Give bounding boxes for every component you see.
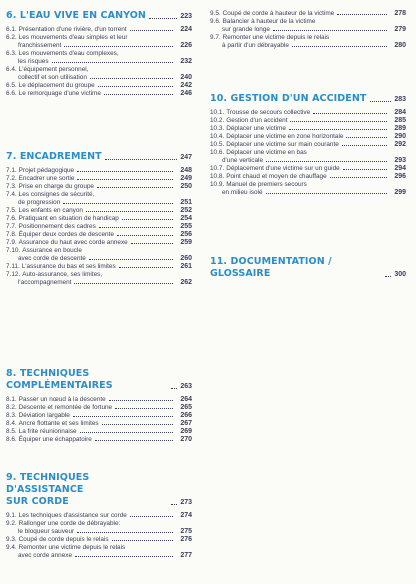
toc-entry-page: 240 [180,73,192,81]
leader-dots [289,129,387,130]
section-title-line: 9. TECHNIQUES D'ASSISTANCE [6,472,90,495]
section-title: 7. ENCADREMENT [6,151,102,162]
toc-entry-line [6,42,192,50]
toc-entry-text: Équiper deux cordes de descente [18,231,114,238]
toc-section-10 [210,93,406,197]
toc-entry-page: 252 [180,206,192,214]
toc-entry-line [6,167,192,175]
leader-dots [97,187,173,188]
toc-entry-page: 290 [394,133,406,140]
toc-entry-page: 294 [394,164,406,172]
leader-dots [52,62,173,63]
toc-entry-line [6,512,192,520]
toc-entry-page: 267 [180,420,192,427]
toc-entry-number: 10.2. [210,117,225,125]
toc-entry-text: Les mouvements d'eau simples et leur [18,34,128,41]
toc-entry[interactable] [6,167,192,175]
leader-dots [77,532,173,533]
toc-entry[interactable] [6,428,192,436]
toc-entry-line [6,26,192,34]
toc-entry-number: 7.1. [6,167,17,175]
toc-entry-number: 8.6. [6,436,17,444]
toc-entry-text: Gestion d'un accident [226,117,288,125]
toc-entry-line [6,263,192,271]
toc-entry-text: Le déplacement du groupe [18,81,95,89]
section-title: 11. DOCUMENTATION / GLOSSAIRE [210,256,332,279]
toc-entry-number: 7.11. [6,262,20,270]
toc-entry[interactable] [6,436,192,444]
toc-entry-page: 296 [394,172,406,180]
section-heading[interactable] [6,472,192,508]
toc-entry-line [210,26,406,34]
leader-dots [337,14,387,15]
toc-entry-text: Encadrer une sortie [18,175,75,183]
toc-entry-number: 7.3. [6,183,17,191]
toc-entry-page: 292 [394,141,406,148]
toc-entry-line [210,117,406,125]
toc-entry-text: Point chaud et moyen de chauffage [226,173,327,180]
leader-dots [89,259,173,260]
leader-dots [370,101,392,102]
toc-entry-line [6,520,192,528]
leader-dots [171,504,177,505]
toc-entry-text: Auto-assurance, ses limites, [22,270,103,278]
toc-entry[interactable] [6,90,192,98]
toc-entry-number: 6.1. [6,26,17,34]
toc-entry-number: 7.10. [6,246,21,254]
toc-entry-page: 289 [394,125,406,132]
toc-entry-number: 8.2. [6,404,17,412]
section-heading[interactable] [210,93,406,105]
toc-entry-line [6,255,192,263]
toc-entry-line [210,149,406,157]
toc-entry-line [6,436,192,444]
section-page: 247 [180,154,192,161]
toc-entry-number: 7.5. [6,207,17,214]
toc-entry-page: 293 [394,156,406,164]
toc-entry[interactable] [6,239,192,247]
toc-entry-text: La frite réunionnaise [18,428,77,436]
toc-entry-text: Projet pédagogique [18,167,75,175]
leader-dots [74,283,173,284]
toc-entry-line [210,157,406,165]
toc-entry-number: 10.4. [210,133,225,141]
toc-entry-line [6,199,192,207]
toc-entry-text: Coupé de corde à hauteur de la victime [222,10,335,18]
toc-entry-number: 7.6. [6,215,17,222]
leader-dots [99,227,173,228]
toc-entry-line [6,239,192,247]
toc-entry-line [210,109,406,117]
toc-entry-line [6,223,192,231]
leader-dots [342,145,387,146]
toc-entry-line [6,215,192,223]
section-heading[interactable] [210,256,406,280]
leader-dots [75,556,173,557]
toc-entry[interactable] [6,82,192,90]
toc-entry-number: 10.8. [210,173,225,180]
toc-entry[interactable] [6,420,192,428]
toc-entry-number: 7.7. [6,223,17,230]
section-heading[interactable] [6,10,192,22]
toc-entry-number: 7.4. [6,191,17,198]
toc-entry-line [6,34,192,42]
toc-entry-number: 6.2. [6,34,17,41]
toc-entry-page: 278 [394,10,406,17]
toc-entry-page: 284 [394,109,406,116]
toc-entry[interactable] [210,109,406,117]
toc-entry-text: Ancre flottante et ses limites [18,420,99,428]
leader-dots [109,400,173,401]
toc-entry-line [6,191,192,199]
toc-entry-line [6,50,192,58]
section-heading[interactable] [6,368,192,392]
toc-entry-number: 10.7. [210,165,225,172]
toc-entry-text: collectif et son utilisation [18,73,87,81]
toc-entry-text: Trousse de secours collective [226,109,311,117]
leader-dots [346,137,387,138]
toc-section-9-continued [210,10,406,50]
toc-entry-text: Les mouvements d'eau complexes, [18,49,119,57]
toc-entry-line [210,173,406,181]
toc-entry-page: 275 [180,527,192,535]
toc-entry[interactable] [210,18,406,34]
toc-entry-line [6,74,192,82]
toc-entry[interactable] [210,34,406,50]
toc-entry-number: 6.4. [6,65,17,73]
toc-entry-text: Balancier à hauteur de la victime [222,18,316,25]
toc-entry[interactable] [6,183,192,191]
toc-entry-page: 276 [180,535,192,543]
toc-entry-page: 246 [180,89,192,97]
toc-entry[interactable] [210,181,406,197]
leader-dots [171,388,177,389]
toc-entry-number: 10.9. [210,180,225,188]
toc-entry[interactable] [6,231,192,239]
toc-entry-text: Rallonger une corde de débrayable: [18,520,121,527]
toc-entry[interactable] [6,223,192,231]
toc-entry-page: 280 [394,41,406,49]
toc-entry-text: Équiper une échappatoire [18,436,92,444]
toc-entry-line [6,412,192,420]
toc-entry-page: 259 [180,238,192,246]
toc-entry-number: 9.4. [6,543,17,551]
leader-dots [122,219,173,220]
leader-dots [117,235,173,236]
leader-dots [130,30,173,31]
toc-entry[interactable] [6,404,192,412]
toc-entry[interactable] [6,34,192,50]
toc-entry-number: 8.1. [6,396,17,404]
toc-entry-text: Déplacer une victime en zone horizontale [226,133,344,141]
toc-entry-page: 250 [180,183,192,190]
toc-entry[interactable] [6,396,192,404]
toc-entry-text: Déplacer une victime en bas [226,149,307,156]
toc-entry[interactable] [210,125,406,133]
leader-dots [77,179,173,180]
toc-entry[interactable] [6,544,192,560]
leader-dots [104,94,173,95]
toc-entry-page: 232 [180,57,192,65]
toc-entry-line [210,181,406,189]
toc-entry-page: 264 [180,396,192,403]
toc-entry-line [6,552,192,560]
toc-entry-text: les risques [18,57,49,65]
leader-dots [290,121,387,122]
toc-entry-number: 10.1. [210,109,225,117]
toc-entry[interactable] [210,133,406,141]
toc-entry-text: Le remorquage d'une victime [18,89,101,97]
toc-entry-line [210,125,406,133]
toc-entry-number: 10.6. [210,149,225,156]
toc-entry[interactable] [6,247,192,263]
leader-dots [292,46,387,47]
toc-entry-page: 251 [180,198,192,206]
toc-entry-line [6,420,192,428]
toc-entry[interactable] [210,173,406,181]
toc-entry-number: 9.7. [210,33,221,41]
leader-dots [313,113,387,114]
leader-dots [115,408,173,409]
toc-entry-line [6,536,192,544]
leader-dots [102,424,173,425]
section-page: 300 [394,271,406,278]
toc-entry-line [6,58,192,66]
toc-entry-line [6,231,192,239]
leader-dots [119,267,173,268]
section-title: 10. GESTION D'UN ACCIDENT [210,93,367,104]
leader-dots [77,171,173,172]
toc-entry[interactable] [210,149,406,165]
leader-dots [64,46,173,47]
toc-entry-page: 277 [180,551,192,559]
toc-entry-text: Manuel de premiers secours [226,180,307,188]
toc-entry[interactable] [210,10,406,18]
leader-dots [73,416,173,417]
toc-entry-page: 266 [180,412,192,419]
toc-section-6 [6,10,192,98]
toc-entry[interactable] [6,412,192,420]
leader-dots [266,193,388,194]
toc-section-9 [6,472,192,560]
toc-entry-text: Descente et remontée de fortune [18,404,113,412]
toc-entry-number: 7.8. [6,231,17,238]
toc-entry-text: franchissement [18,42,62,49]
toc-entry-text: de progression [18,199,61,206]
toc-entry-number: 6.5. [6,81,17,89]
leader-dots [330,177,387,178]
toc-entry-line [6,82,192,90]
section-title: 6. L'EAU VIVE EN CANYON [6,10,146,21]
toc-entry-text: Prise en charge du groupe [18,183,94,191]
toc-entry-page: 269 [180,428,192,435]
toc-entry-text: Les enfants en canyon [18,207,83,214]
section-page: 283 [394,96,406,103]
toc-entry-page: 254 [180,214,192,222]
leader-dots [80,432,173,433]
toc-entry-line [210,18,406,26]
leader-dots [266,161,387,162]
toc-entry-page: 249 [180,175,192,182]
toc-entry-text: Pratiquant en situation de handicap [18,215,119,222]
section-page: 223 [180,13,192,20]
toc-entry[interactable] [6,536,192,544]
toc-entry-number: 8.5. [6,428,17,436]
toc-entry-line [6,207,192,215]
toc-entry-page: 262 [180,278,192,286]
toc-entry-line [6,66,192,74]
section-heading[interactable] [6,151,192,163]
toc-entry-line [210,189,406,197]
toc-entry-number: 10.3. [210,125,225,133]
toc-entry-page: 255 [180,222,192,230]
toc-entry-line [210,133,406,141]
toc-entry-line [210,34,406,42]
toc-entry-page: 242 [180,81,192,89]
toc-entry[interactable] [6,512,192,520]
toc-entry-page: 265 [180,404,192,411]
toc-entry-line [6,428,192,436]
toc-entry-page: 299 [394,188,406,196]
toc-entry[interactable] [210,117,406,125]
leader-dots [385,276,391,277]
toc-entry-page: 248 [180,167,192,174]
toc-entry-text: Coupé de corde depuis le relais [18,536,109,543]
section-page: 263 [180,383,192,390]
toc-entry-text: Déplacer une victime sur main courante [226,141,339,149]
toc-entry-number: 7.2. [6,175,17,183]
toc-section-11 [210,256,406,280]
toc-entry[interactable] [6,26,192,34]
toc-entry-page: 270 [180,436,192,443]
toc-entry-line [210,42,406,50]
toc-entry[interactable] [210,141,406,149]
leader-dots [273,30,387,31]
toc-entry-line [6,396,192,404]
toc-entry[interactable] [210,165,406,173]
toc-entry-number: 9.1. [6,512,17,520]
section-title-line: SUR CORDE [6,496,69,507]
toc-entry-page: 274 [180,512,192,519]
toc-entry-line [6,271,192,279]
toc-entry-number: 6.3. [6,49,17,57]
section-title [6,472,168,508]
toc-entry-text: avec corde de descente [18,254,86,262]
toc-entry-text: sur grande longe [222,26,270,33]
toc-entry-line [6,404,192,412]
toc-entry[interactable] [6,263,192,271]
toc-entry-number: 6.6. [6,89,17,97]
leader-dots [90,78,173,79]
toc-entry-number: 8.3. [6,412,17,420]
toc-entry-number: 9.5. [210,10,221,18]
toc-entry-text: Assurance du haut avec corde annexe [18,239,128,246]
toc-entry-text: L'assurance du bas et ses limites [21,262,116,270]
leader-dots [112,540,173,541]
toc-entry-line [6,183,192,191]
section-page: 273 [180,499,192,506]
toc-entry-number: 9.2. [6,520,17,527]
toc-entry-number: 9.3. [6,536,17,543]
toc-entry-text: Remonter une victime depuis le relais [18,543,126,551]
toc-entry-line [6,544,192,552]
toc-entry-line [6,528,192,536]
toc-entry-page: 260 [180,254,192,262]
toc-entry-text: le bloqueur sauveur [18,528,75,535]
section-title: 8. TECHNIQUES COMPLÉMENTAIRES [6,368,113,391]
toc-entry-page: 261 [180,262,192,270]
leader-dots [149,18,177,19]
toc-entry-page: 256 [180,230,192,238]
toc-entry[interactable] [6,66,192,82]
toc-entry[interactable] [6,271,192,287]
toc-entry-number: 8.4. [6,420,17,428]
toc-entry[interactable] [6,520,192,536]
toc-entry-line [210,10,406,18]
leader-dots [63,203,173,204]
toc-entry[interactable] [6,50,192,66]
toc-entry[interactable] [6,191,192,207]
toc-entry-text: à partir d'un débrayable [222,41,289,49]
leader-dots [86,211,173,212]
toc-entry[interactable] [6,215,192,223]
toc-entry-number: 9.6. [210,18,221,25]
toc-entry-text: Les techniques d'assistance sur corde [18,512,127,520]
toc-entry-line [6,279,192,287]
toc-entry-text: Assurance en boucle [22,246,82,254]
toc-entry-line [210,141,406,149]
toc-section-8 [6,368,192,444]
toc-entry-text: Déviation largable [18,412,70,420]
toc-entry-number: 7.9. [6,239,17,246]
toc-entry[interactable] [6,175,192,183]
toc-entry-text: Les consignes de sécurité, [18,191,95,198]
leader-dots [343,169,387,170]
toc-entry-line [6,90,192,98]
toc-entry-text: d'une verticale [222,157,264,164]
toc-entry-page: 224 [180,26,192,33]
toc-entry-page: 226 [180,41,192,49]
toc-entry-number: 7.12. [6,270,21,278]
toc-entry-text: avec corde annexe [18,551,73,559]
toc-entry-text: Déplacer une victime [226,125,286,133]
toc-entry-text: L'équipement personnel, [18,65,89,73]
toc-entry-page: 279 [394,25,406,33]
toc-entry-text: Présentation d'une rivière, d'un torrent [18,26,127,34]
toc-entry-text: Passer un nœud à la descente [18,396,106,404]
toc-entry-text: l'accompagnement [18,278,72,286]
leader-dots [95,440,173,441]
toc-entry-text: Positionnement des cadres [18,223,96,230]
leader-dots [105,159,178,160]
toc-entry-line [6,175,192,183]
toc-entry-text: Déplacement d'une victime sur un guide [226,165,340,172]
toc-entry-line [6,247,192,255]
toc-entry[interactable] [6,207,192,215]
toc-entry-line [210,165,406,173]
leader-dots [131,243,173,244]
toc-entry-text: en milieu isolé [222,188,263,196]
toc-entry-number: 10.5. [210,141,225,149]
toc-section-7 [6,151,192,287]
toc-entry-text: Remonter une victime depuis le relais [222,33,330,41]
toc-entry-page: 285 [394,117,406,124]
leader-dots [98,86,173,87]
leader-dots [130,516,173,517]
